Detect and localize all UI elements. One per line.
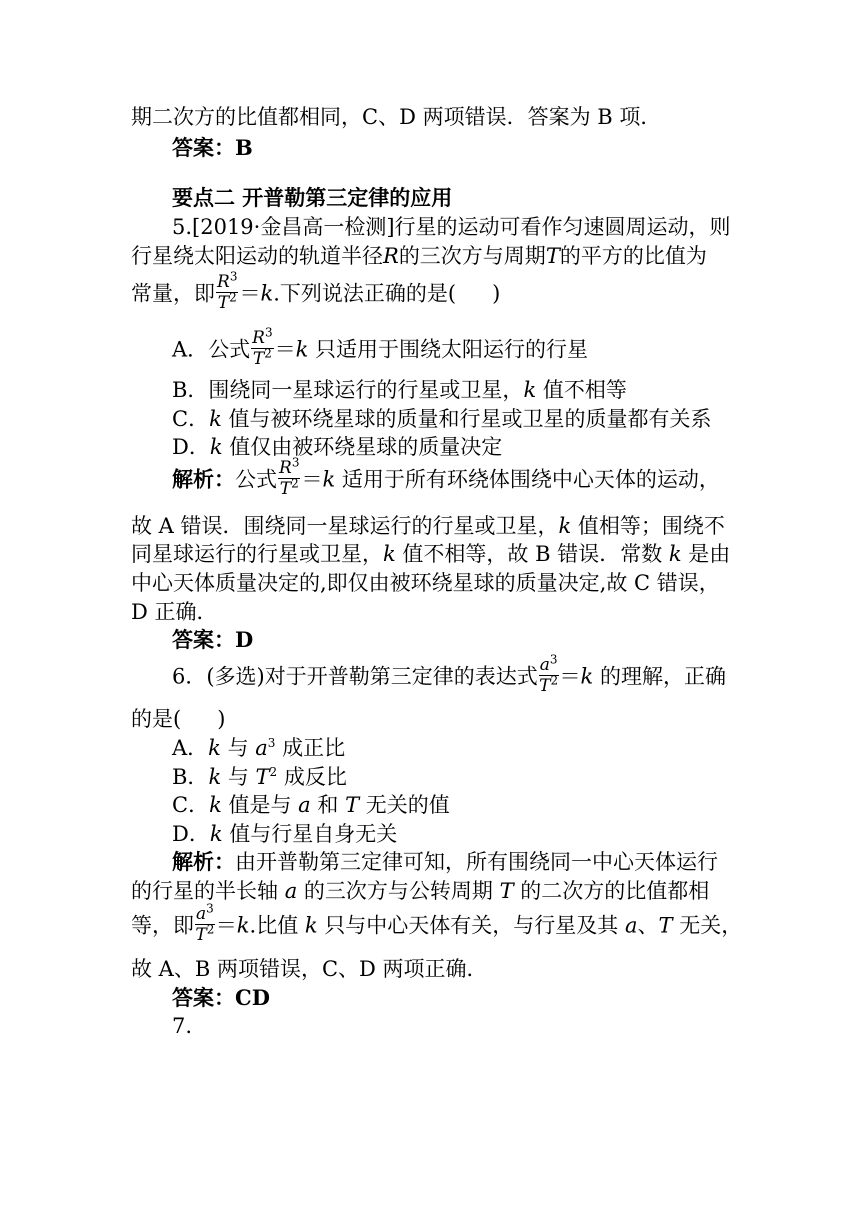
text: 与 [220,736,256,760]
text-line: 故 A、B 两项错误，C、D 两项正确． [131,957,488,981]
text: 同星球运行的行星或卫星， [131,542,383,566]
text: 常量，即 [131,281,215,306]
section-heading: 要点二 开普勒第三定律的应用 [172,185,453,210]
var: T [217,293,230,313]
text: 的理解，正确 [593,664,726,689]
var: k [208,765,222,789]
text: 由开普勒第三定律可知，所有围绕同一中心天体运行 [235,850,718,874]
var: R [252,328,265,348]
var: T [195,925,207,945]
text: 的三次方与公转周期 [297,879,500,903]
answer-line: 答案：D [172,627,254,652]
var: k [580,664,594,689]
question-6-stem [172,652,772,699]
text-line [131,705,731,733]
text: 的行星的半长轴 [131,879,285,903]
exp: 2 [264,346,272,361]
exp: 2 [550,673,559,688]
text: .下列说法正确的是( [273,281,457,306]
exp: 3 [291,455,300,470]
text: 值与被环绕星球的质量和行星或卫星的质量都有关系 [221,407,712,431]
text-line [131,901,743,948]
text: 和 [310,793,346,817]
text: ＝ [301,467,323,492]
text-line [131,269,731,316]
analysis-label: 解析： [172,466,235,492]
text: 成反比 [277,765,347,789]
var: T [499,879,514,903]
answer-line: 答案：CD [172,985,270,1010]
option-b [172,376,772,404]
option-d [172,820,772,848]
text: 只与中心天体有关，与行星及其 [317,913,625,938]
var: T [279,479,292,499]
var: a [298,793,311,817]
analysis-line [172,455,772,502]
text: 无关， [672,913,743,938]
text: 故 A 错误．围绕同一星球运行的行星或卫星， [131,514,559,538]
text: 值不相等，故 B 错误．常数 [395,542,669,566]
option-c [172,791,772,819]
text: 只适用于围绕太阳运行的行星 [308,337,589,362]
option-a [172,734,772,762]
text: ) [492,281,501,306]
text: C． [172,793,210,817]
var: a [255,736,268,760]
var: k [236,913,250,938]
text: 无关的值 [359,793,450,817]
text: 等，即 [131,913,194,938]
exp: 2 [291,476,299,491]
text: 的二次方的比值都相 [513,879,710,903]
text: ＝ [215,913,237,938]
text: ＝ [559,664,581,689]
text: 6．(多选)对于开普勒第三定律的表达式 [172,664,538,689]
exp: 2 [229,290,237,305]
var: a [284,879,298,903]
answer-line: 答案：B [172,135,253,160]
question-7-number: 7. [172,1014,193,1038]
fraction [195,901,215,945]
exp: 2 [269,765,278,779]
text: A．公式 [172,337,251,362]
var: k [208,736,221,760]
text: 公式 [235,467,277,492]
text-line: D 正确． [131,600,218,624]
exp: 3 [206,901,214,916]
text-line [131,540,731,568]
exp: 3 [549,652,558,667]
exp: 3 [264,325,273,340]
var: R [383,244,399,268]
var: k [523,378,537,402]
var: T [252,349,265,369]
text: 行星绕太阳运动的轨道半径 [131,244,383,268]
var: k [383,542,396,566]
fraction [539,652,559,696]
var: a [624,913,638,938]
text: 值是与 [221,793,299,817]
text: 、 [637,913,659,938]
var: T [545,244,560,268]
var: k [304,913,318,938]
var: a [539,655,550,675]
text: ＝ [274,337,296,362]
var: T [255,765,270,789]
text-line [131,877,731,905]
text-line: 期二次方的比值都相同，C、D 两项错误．答案为 B 项． [131,105,662,129]
option-c [172,405,772,433]
text: 的是( [131,707,182,731]
var: k [668,542,682,566]
text: ＝ [239,281,261,306]
text: 与 [221,765,256,789]
var: k [209,793,222,817]
fraction [251,325,273,369]
var: k [209,407,222,431]
exp: 3 [267,736,276,750]
text: 值与行星自身无关 [222,822,398,846]
var: R [279,458,292,478]
var: k [209,822,223,846]
text: 值不相等 [536,378,627,402]
text: ) [217,707,226,731]
var: T [345,793,360,817]
text: 的平方的比值为 [559,244,707,268]
option-d [172,433,772,461]
option-b [172,763,772,791]
var: k [295,337,309,362]
var: k [558,514,572,538]
text: B．围绕同一星球运行的行星或卫星， [172,378,524,402]
text: C． [172,407,210,431]
fraction [278,455,300,499]
var: R [217,272,230,292]
question-5-stem: 5.[2019·金昌高一检测]行星的运动可看作匀速圆周运动，则 [172,215,731,239]
option-a [172,325,772,372]
text: D． [172,822,210,846]
text: D． [172,435,210,459]
text-line: 中心天体质量决定的,即仅由被环绕星球的质量决定,故 C 错误， [131,571,720,595]
text: .比值 [249,913,305,938]
var: T [658,913,673,938]
text: A． [172,736,209,760]
text: 值仅由被环绕星球的质量决定 [222,435,503,459]
text-line [131,512,731,540]
exp: 2 [206,922,215,937]
text: 是由 [681,542,731,566]
analysis-line [172,848,732,876]
var: k [260,281,274,306]
text: 适用于所有环绕体围绕中心天体的运动， [335,467,720,492]
var: k [322,467,336,492]
var: a [196,904,207,924]
text-line [131,242,731,270]
text: 成正比 [275,736,346,760]
var: k [209,435,223,459]
var: T [539,676,551,696]
fraction [216,269,238,313]
text: 的三次方与周期 [398,244,546,268]
text: 值相等；围绕不 [571,514,725,538]
analysis-label: 解析： [172,849,235,874]
exp: 3 [229,269,238,284]
text: B． [172,765,209,789]
